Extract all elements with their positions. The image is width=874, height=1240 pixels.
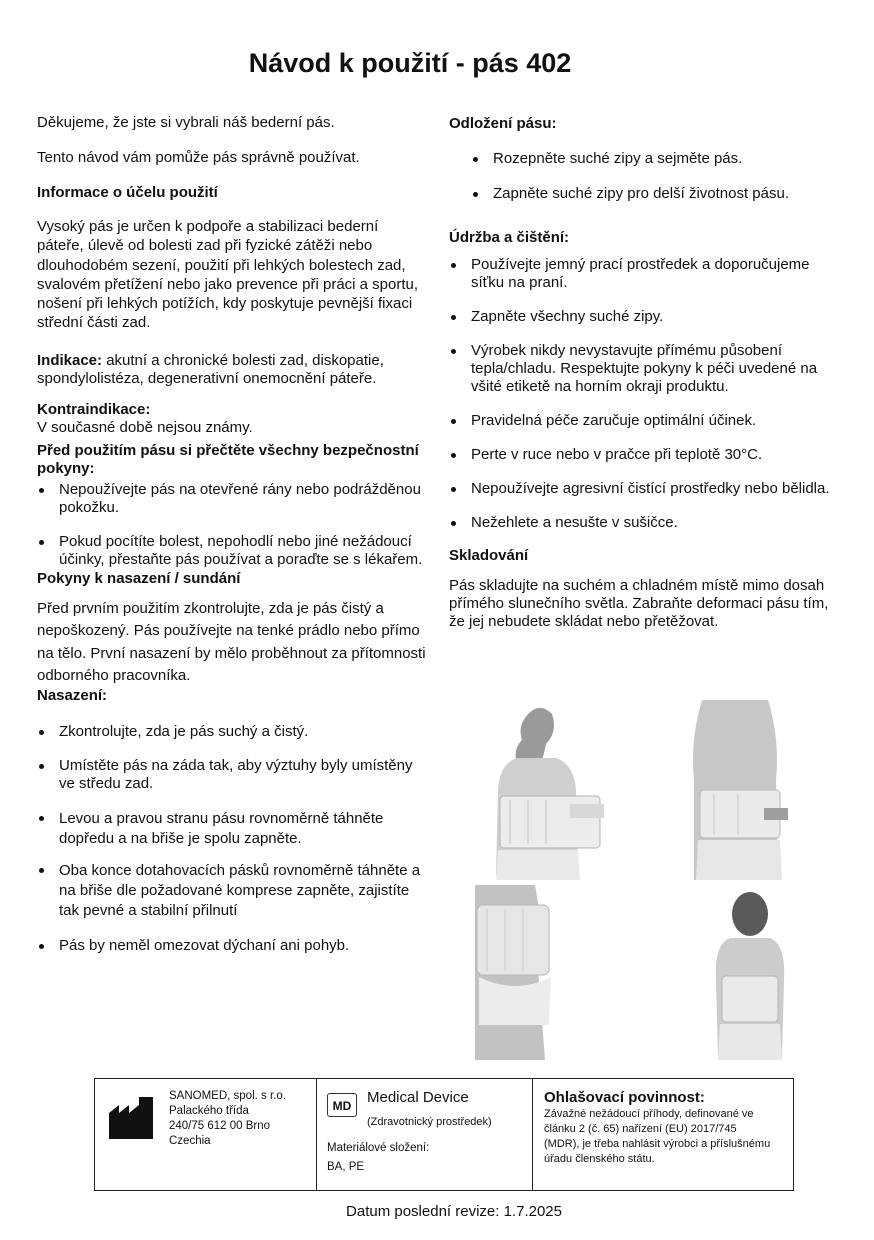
photo-back-fastening	[470, 700, 620, 880]
puton-heading: Nasazení:	[37, 687, 108, 705]
list-item: Nepoužívejte pás na otevřené rány nebo podrážděnou pokožku.	[37, 481, 427, 517]
footer-info-box	[94, 1078, 794, 1191]
list-item: Pokud pocítíte bolest, nepohodlí nebo jiné nežádoucí účinky, přestaňte pás používat a poraďte se s lékařem.	[37, 533, 427, 569]
list-item: Umístěte pás na záda tak, aby výztuhy byly umístěny ve středu zad.	[37, 757, 427, 793]
care-list	[449, 256, 841, 532]
list-item: Pás by neměl omezovat dýchaní ani pohyb.	[37, 937, 427, 955]
list-item: Používejte jemný prací prostředek a doporučujeme síťku na praní.	[449, 256, 841, 292]
device-label-cz: (Zdravotnický prostředek)	[367, 1116, 492, 1128]
wear-text: Před prvním použitím zkontrolujte, zda je pás čistý a nepoškozený. Pás používejte na tenké prádlo nebo přímo na tělo. První nasazení by mělo proběhnout za přítomnosti odborného pracovníka.	[37, 599, 426, 684]
contraindications-text: V současné době nejsou známy.	[37, 418, 253, 436]
list-item: Levou a pravou stranu pásu rovnoměrně táhněte dopředu a na břiše je spolu zapněte.	[37, 809, 427, 849]
manufacturer-street: Palackého třída	[169, 1105, 249, 1117]
purpose-text: Vysoký pás je určen k podpoře a stabilizaci bederní páteře, úlevě od bolesti zad při fyzické zátěži nebo dlouhodobém sezení, použití při lehkých bolestech zad, svalovém přetížení nebo jako prevence při práci a sportu, nošení při lehkých potížích, kdy poskytuje pevnější fixaci střední části zad.	[37, 218, 419, 332]
page-title: Návod k použití - pás 402	[248, 48, 572, 78]
storage-heading: Skladování	[449, 547, 529, 564]
manufacturer-country: Czechia	[169, 1135, 211, 1147]
list-item: Rozepněte suché zipy a sejměte pás.	[449, 150, 841, 168]
list-item: Zapněte všechny suché zipy.	[449, 308, 841, 326]
list-item: Výrobek nikdy nevystavujte přímému působení tepla/chladu. Respektujte pokyny k péči uvedené na všité etiketě na horním okraji produktu.	[449, 342, 841, 396]
factory-icon	[108, 1096, 154, 1140]
list-item: Zapněte suché zipy pro delší životnost pásu.	[449, 185, 841, 203]
indications-text: akutní a chronické bolesti zad, diskopatie, spondylolistéza, degenerativní onemocnění páteře.	[37, 351, 384, 387]
list-item: Oba konce dotahovacích pásků rovnoměrně táhněte a na břiše dle požadované komprese zapněte, zajistíte tak pevné a stabilní přilnutí	[37, 861, 427, 921]
device-label: Medical Device	[367, 1089, 469, 1106]
manufacturer-cell	[95, 1079, 316, 1190]
manufacturer-address	[169, 1089, 286, 1149]
list-item: Pravidelná péče zaručuje optimální účinek.	[449, 412, 841, 430]
removal-heading: Odložení pásu:	[449, 115, 557, 132]
photo-side-view	[465, 885, 615, 1060]
manufacturer-name: SANOMED, spol. s r.o.	[169, 1090, 286, 1102]
photo-back-strap	[680, 700, 790, 880]
indications-label: Indikace:	[37, 351, 103, 369]
safety-list	[37, 481, 427, 569]
list-item: Perte v ruce nebo v pračce při teplotě 30°C.	[449, 446, 841, 464]
photo-back-worn	[700, 890, 800, 1060]
left-column	[37, 114, 427, 955]
reporting-cell	[532, 1079, 793, 1190]
storage-text: Pás skladujte na suchém a chladném místě mimo dosah přímého slunečního světla. Zabraňte deformaci pásu tím, že jej nebudete skládat nebo přetěžovat.	[449, 577, 829, 630]
thanks-text: Děkujeme, že jste si vybrali náš bederní pás.	[37, 114, 335, 131]
wear-heading: Pokyny k nasazení / sundání	[37, 569, 241, 587]
purpose-heading: Informace o účelu použití	[37, 184, 218, 201]
material-value: BA, PE	[327, 1161, 365, 1173]
removal-list	[449, 150, 841, 203]
care-heading: Údržba a čištění:	[449, 229, 570, 246]
reporting-text: Závažné nežádoucí příhody, definované ve článku 2 (č. 65) nařízení (EU) 2017/745 (MDR), je třeba nahlásit výrobci a příslušnému úřadu členského státu.	[544, 1108, 771, 1165]
revision-date: Datum poslední revize: 1.7.2025	[346, 1203, 562, 1220]
right-column	[449, 114, 841, 631]
indications-paragraph	[37, 352, 427, 388]
reporting-heading: Ohlašovací povinnost:	[544, 1089, 705, 1106]
puton-list	[37, 723, 427, 955]
md-badge: MD	[327, 1093, 357, 1117]
device-cell	[316, 1079, 532, 1190]
guide-text: Tento návod vám pomůže pás správně používat.	[37, 149, 360, 166]
manufacturer-city: 240/75 612 00 Brno	[169, 1120, 271, 1132]
list-item: Nežehlete a nesušte v sušičce.	[449, 514, 841, 532]
contraindications-label: Kontraindikace:	[37, 400, 151, 418]
material-label: Materiálové složení:	[327, 1142, 430, 1154]
safety-heading: Před použitím pásu si přečtěte všechny bezpečnostní pokyny:	[37, 441, 419, 477]
list-item: Nepoužívejte agresivní čistící prostředky nebo bělidla.	[449, 480, 841, 498]
list-item: Zkontrolujte, zda je pás suchý a čistý.	[37, 723, 427, 741]
